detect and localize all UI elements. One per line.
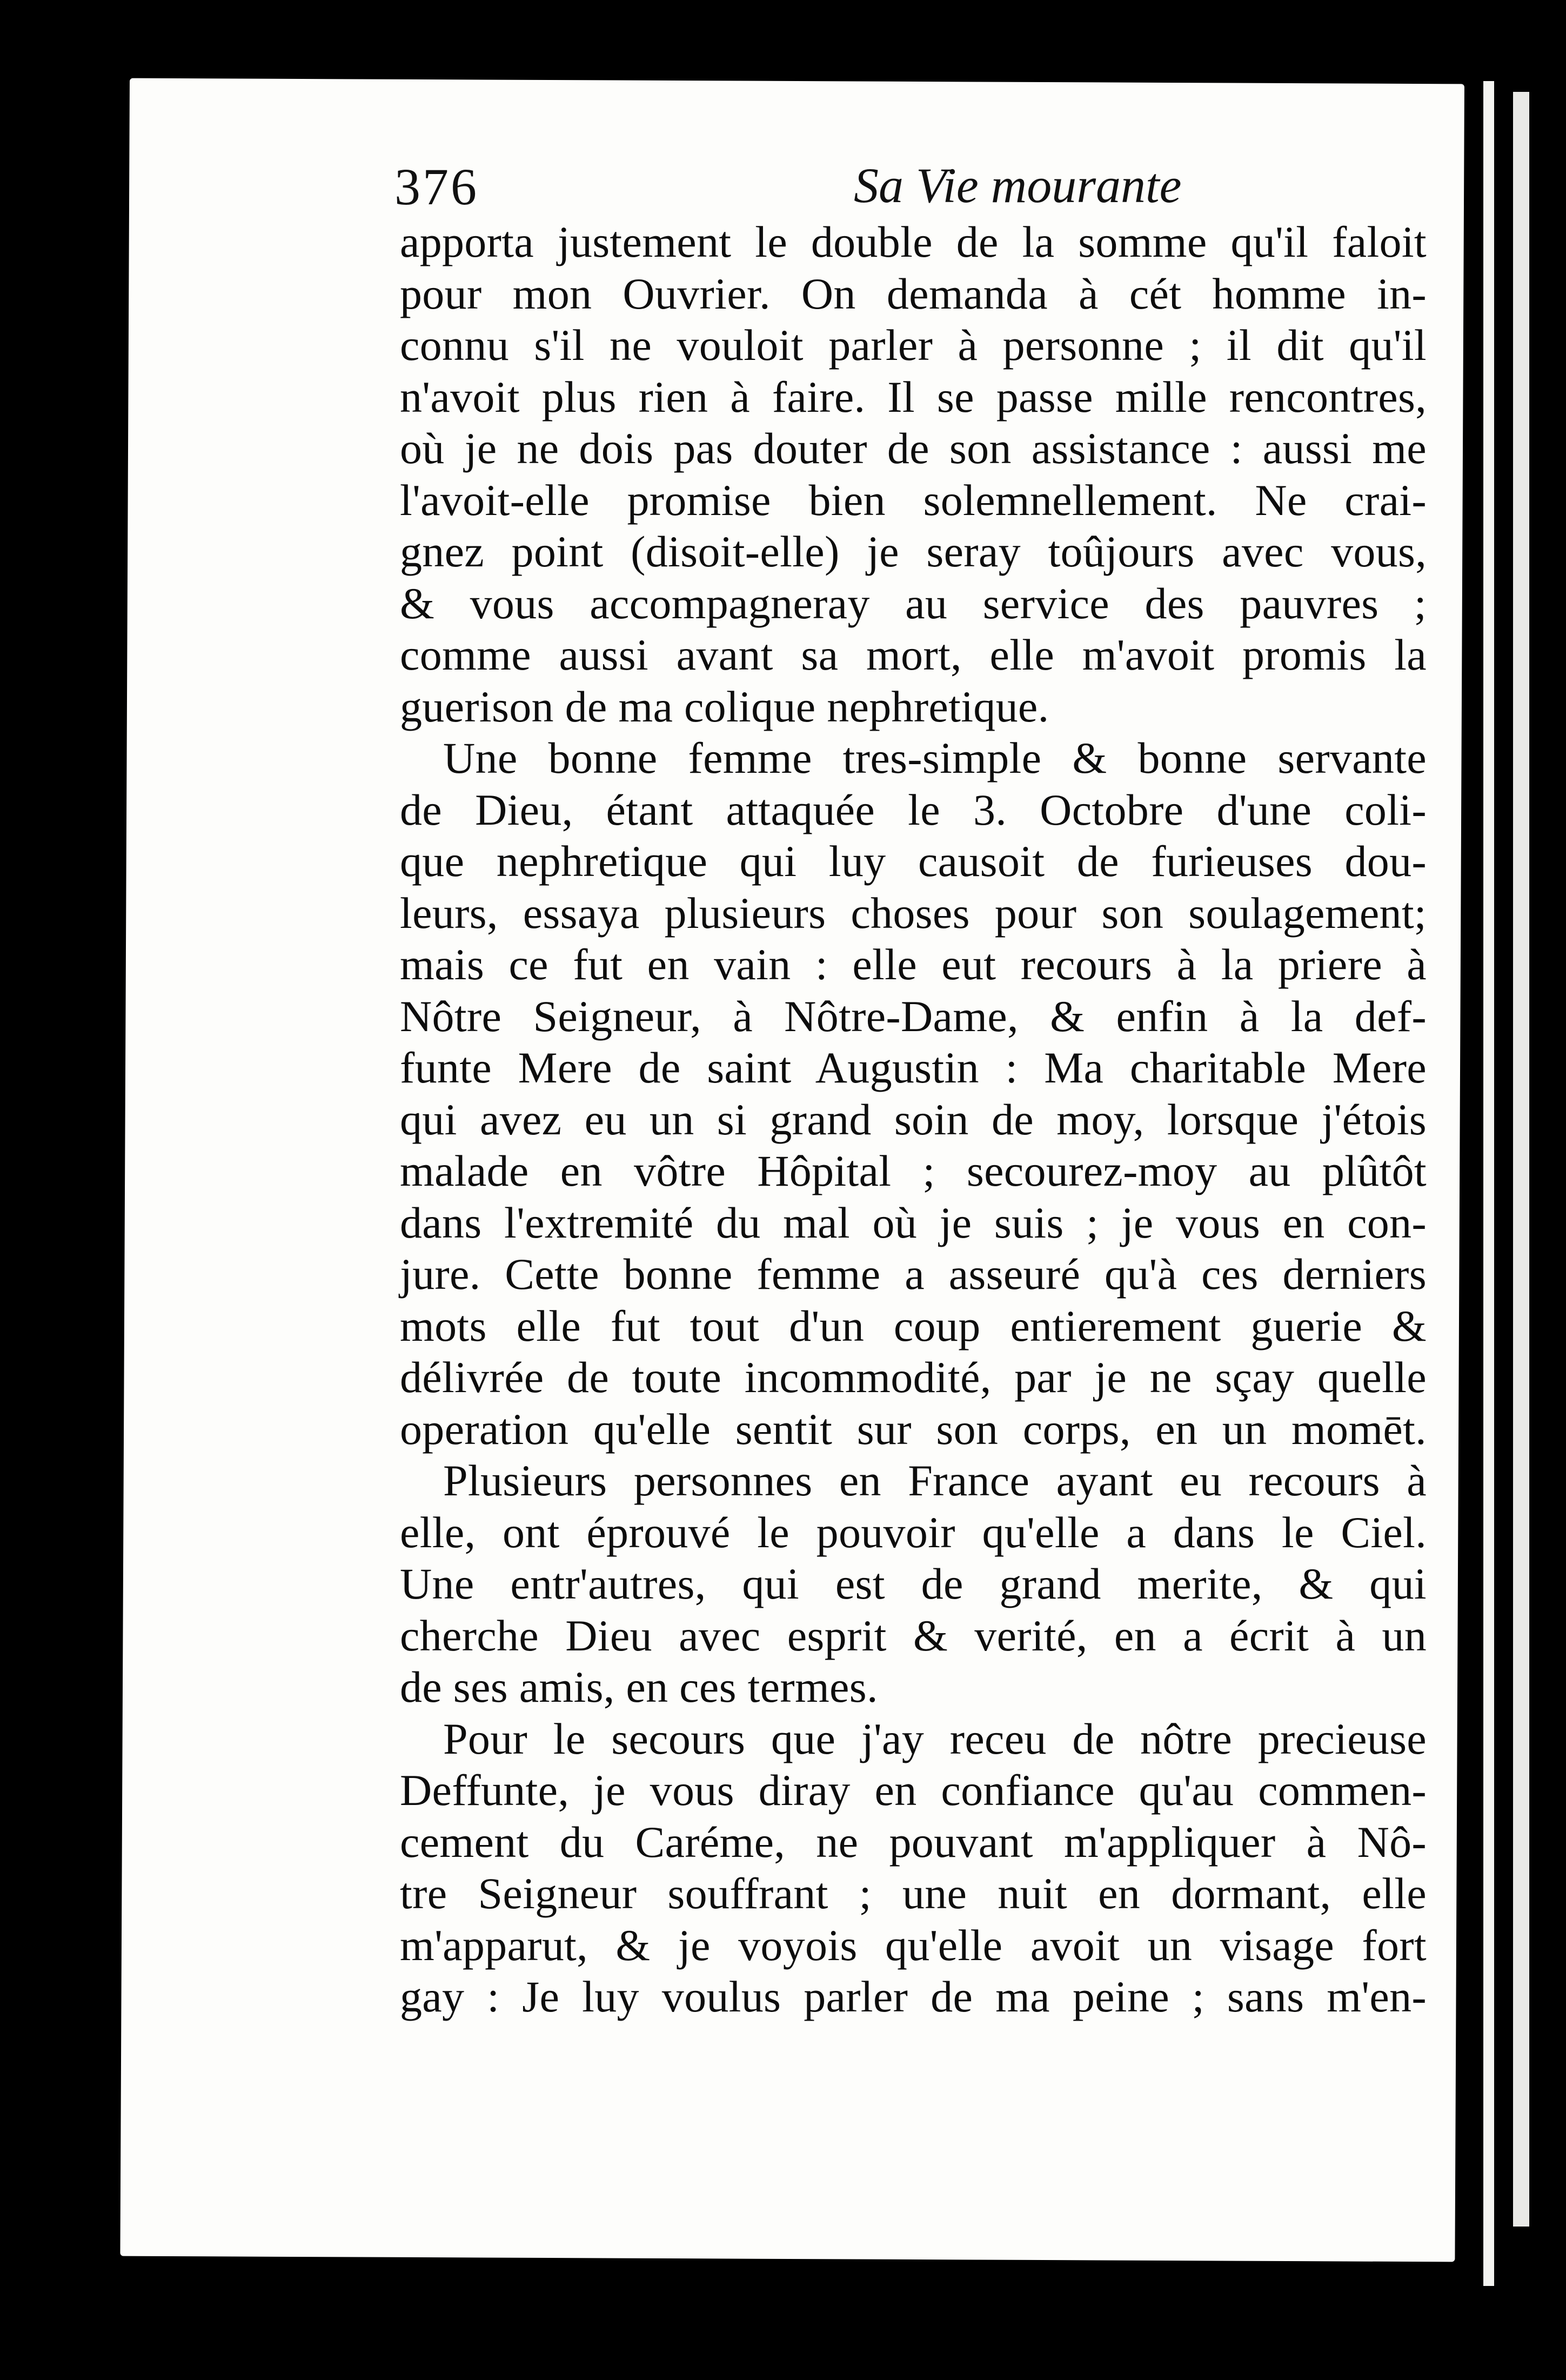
next-page-edge [1513,92,1529,2227]
text-line: tre Seigneur souffrant ; une nuit en dormant, elle [400,1869,1427,1918]
text-line: l'avoit-elle promise bien solemnellement. Ne crai- [400,475,1427,525]
text-line: Plusieurs personnes en France ayant eu recours à [443,1456,1427,1505]
text-line: connu s'il ne vouloit parler à personne ; il dit qu'il [400,320,1427,370]
body-text [400,216,1427,2023]
text-line: comme aussi avant sa mort, elle m'avoit promis la [400,630,1427,679]
text-line: gay : Je luy voulus parler de ma peine ; sans m'en- [400,1972,1427,2021]
text-line: apporta justement le double de la somme qu'il faloit [400,217,1427,266]
text-line: malade en vôtre Hôpital ; secourez-moy au plûtôt [400,1146,1427,1195]
text-line: mais ce fut en vain : elle eut recours à la priere à [400,940,1427,989]
text-line: Nôtre Seigneur, à Nôtre-Dame, & enfin à la def- [400,991,1427,1041]
text-line: que nephretique qui luy causoit de furieuses dou- [400,837,1427,886]
text-line: leurs, essaya plusieurs choses pour son soulagement; [400,888,1427,938]
text-line: Une entr'autres, qui est de grand merite, & qui [400,1559,1427,1608]
running-title: Sa Vie mourante [854,158,1182,213]
text-line: elle, ont éprouvé le pouvoir qu'elle a dans le Ciel. [400,1507,1427,1557]
text-line: de Dieu, étant attaquée le 3. Octobre d'une coli- [400,785,1427,834]
text-line: Pour le secours que j'ay receu de nôtre precieuse [443,1714,1427,1763]
text-line: cherche Dieu avec esprit & verité, en a écrit à un [400,1610,1427,1660]
text-line: n'avoit plus rien à faire. Il se passe mille rencontres, [400,372,1427,422]
text-line: qui avez eu un si grand soin de moy, lorsque j'étois [400,1094,1427,1144]
text-line: gnez point (disoit-elle) je seray toûjours avec vous, [400,527,1427,576]
page-edge [1483,81,1494,2286]
page-number: 376 [394,158,479,216]
text-line: dans l'extremité du mal où je suis ; je vous en con- [400,1198,1427,1247]
text-line: & vous accompagneray au service des pauvres ; [400,578,1427,628]
text-line: pour mon Ouvrier. On demanda à cét homme in- [400,269,1427,318]
page-header [259,151,1448,227]
text-line: jure. Cette bonne femme a asseuré qu'à ces derniers [400,1249,1427,1299]
text-line: funte Mere de saint Augustin : Ma charitable Mere [400,1043,1427,1092]
text-line: où je ne dois pas douter de son assistance : aussi me [400,424,1427,473]
text-line: operation qu'elle sentit sur son corps, en un momēt. [400,1404,1427,1454]
text-line: m'apparut, & je voyois qu'elle avoit un visage fort [400,1920,1427,1970]
text-line: guerison de ma colique nephretique. [400,681,1049,731]
text-line: mots elle fut tout d'un coup entierement guerie & [400,1301,1427,1351]
text-line: Une bonne femme tres-simple & bonne servante [443,733,1427,783]
text-line: cement du Caréme, ne pouvant m'appliquer à Nô- [400,1817,1427,1867]
text-line: Deffunte, je vous diray en confiance qu'au commen- [400,1766,1427,1815]
text-line: de ses amis, en ces termes. [400,1662,878,1712]
text-line: délivrée de toute incommodité, par je ne sçay quelle [400,1353,1427,1402]
